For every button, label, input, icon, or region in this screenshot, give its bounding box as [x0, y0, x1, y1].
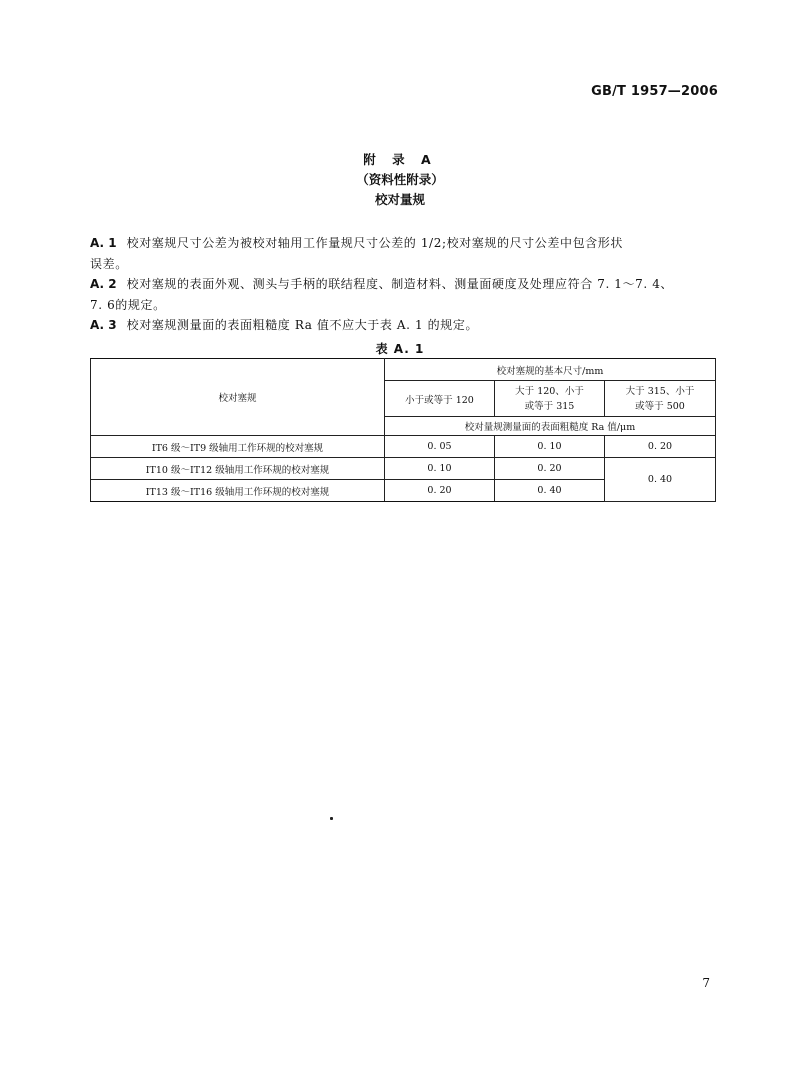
- standard-code: GB/T 1957—2006: [591, 84, 718, 99]
- clause-number: A. 1: [90, 236, 117, 250]
- annex-label: 附 录 A: [363, 152, 437, 167]
- annex-heading: [0, 150, 800, 210]
- row-header-cell: 校对塞规: [91, 359, 385, 436]
- clause-number: A. 2: [90, 277, 117, 291]
- merged-value-cell: 0. 40: [605, 458, 716, 502]
- value-cell: 0. 05: [385, 436, 495, 458]
- value-header-cell: 校对量规测量面的表面粗糙度 Ra 值/μm: [385, 417, 716, 436]
- roughness-table: [90, 358, 716, 502]
- value-cell: 0. 10: [385, 458, 495, 480]
- clause-a1: [90, 233, 720, 274]
- page-number: 7: [702, 976, 710, 990]
- value-cell: 0. 10: [495, 436, 605, 458]
- table-header-row: [91, 359, 716, 381]
- value-cell: 0. 20: [385, 480, 495, 502]
- row-label: IT10 级～IT12 级轴用工作环规的校对塞规: [91, 458, 385, 480]
- table-row: [91, 436, 716, 458]
- value-cell: 0. 40: [495, 480, 605, 502]
- table-row: [91, 458, 716, 480]
- table-caption: 表 A. 1: [375, 342, 425, 356]
- clause-text: 校对塞规尺寸公差为被校对轴用工作量规尺寸公差的 1/2;校对塞规的尺寸公差中包含形状: [126, 236, 623, 250]
- clause-text: 校对塞规测量面的表面粗糙度 Ra 值不应大于表 A. 1 的规定。: [126, 318, 479, 332]
- row-label: IT6 级～IT9 级轴用工作环规的校对塞规: [91, 436, 385, 458]
- size-col-2: 大于 120、小于 或等于 315: [495, 381, 605, 417]
- value-cell: 0. 20: [605, 436, 716, 458]
- value-cell: 0. 20: [495, 458, 605, 480]
- size-col-1: 小于或等于 120: [385, 381, 495, 417]
- size-col-3: 大于 315、小于 或等于 500: [605, 381, 716, 417]
- size-header-cell: 校对塞规的基本尺寸/mm: [385, 359, 716, 381]
- clause-number: A. 3: [90, 318, 117, 332]
- clause-a2: [90, 274, 720, 315]
- scan-speck: [330, 817, 333, 820]
- annex-title: 校对量规: [374, 192, 425, 207]
- clause-continuation: 误差。: [90, 256, 128, 271]
- row-label: IT13 级～IT16 级轴用工作环规的校对塞规: [91, 480, 385, 502]
- clause-continuation: 7. 6的规定。: [90, 297, 166, 312]
- annex-body: [90, 233, 720, 336]
- clause-text: 校对塞规的表面外观、测头与手柄的联结程度、制造材料、测量面硬度及处理应符合 7. 1～7. 4、: [126, 277, 674, 291]
- clause-a3: [90, 315, 720, 336]
- annex-type: （资料性附录）: [356, 172, 444, 187]
